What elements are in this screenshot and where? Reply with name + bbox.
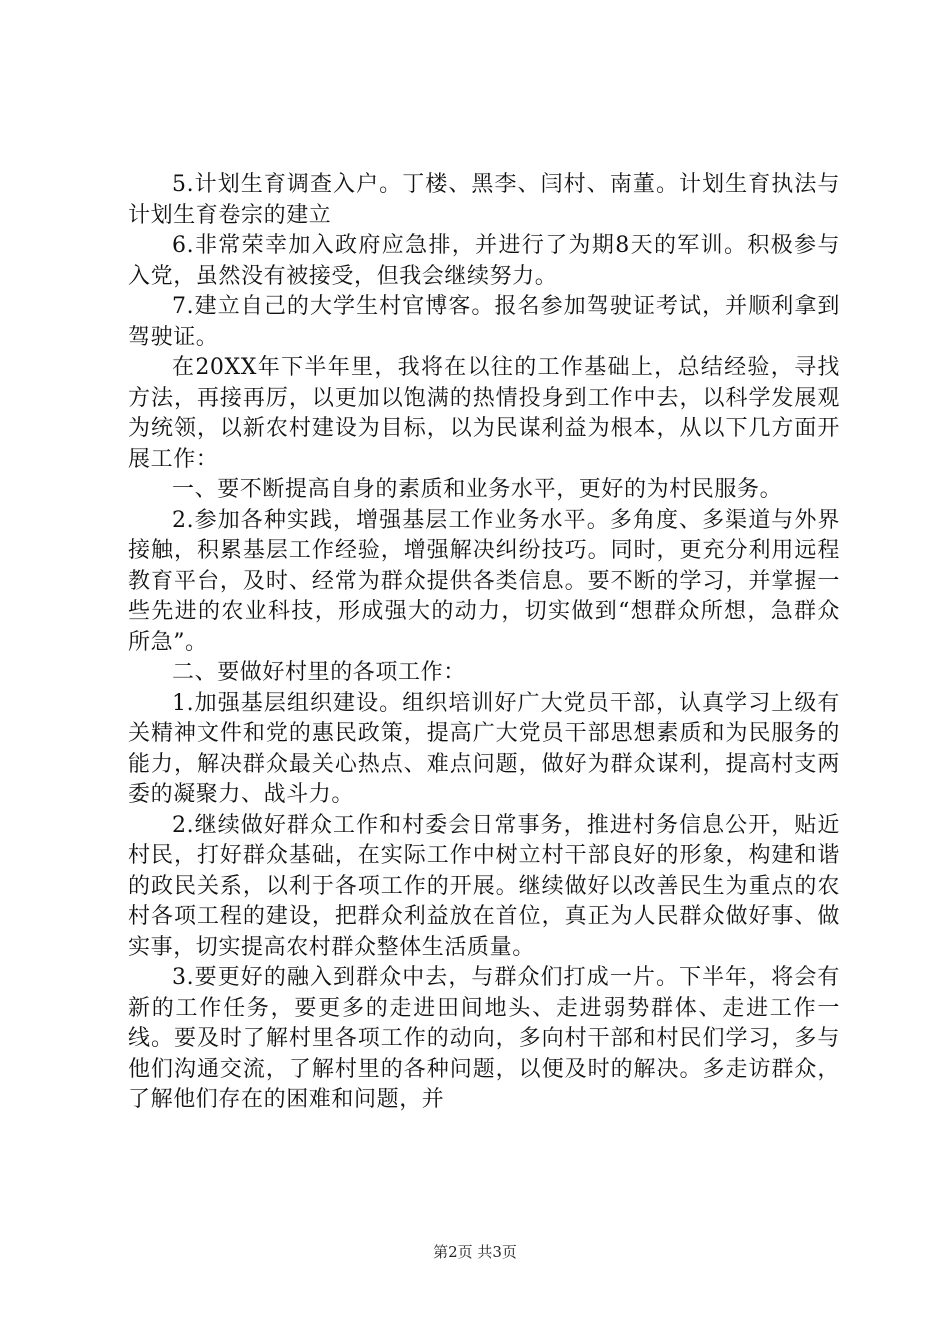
page-number-label: 第2页 共3页 (433, 1243, 517, 1261)
paragraph-section-two-item-3: 3.要更好的融入到群众中去，与群众们打成一片。下半年，将会有新的工作任务，要更多的走进田间地头、走进弱势群体、走进工作一线。要及时了解村里各项工作的动向，多向村干部和村民们学习，多与他们沟通交流，了解村里的各种问题，以便及时的解决。多走访群众，了解他们存在的困难和问题，并 (128, 965, 840, 1112)
page-footer (0, 1242, 950, 1262)
paragraph-section-two-heading: 二、要做好村里的各项工作： (172, 660, 466, 685)
paragraph-item-7: 7.建立自己的大学生村官博客。报名参加驾驶证考试，并顺利拿到驾驶证。 (128, 294, 840, 350)
paragraph-item-6: 6.非常荣幸加入政府应急排，并进行了为期8天的军训。积极参与入党，虽然没有被接受，但我会继续努力。 (128, 233, 840, 289)
paragraph-section-one-heading: 一、要不断提高自身的素质和业务水平，更好的为村民服务。 (172, 477, 783, 502)
paragraph-item-5: 5.计划生育调查入户。丁楼、黑李、闫村、南董。计划生育执法与计划生育卷宗的建立 (128, 172, 840, 228)
paragraph-plan-intro: 在20XX年下半年里，我将在以往的工作基础上，总结经验，寻找方法，再接再厉，以更加以饱满的热情投身到工作中去，以科学发展观为统领，以新农村建设为目标，以为民谋利益为根本，从以下几方面开展工作： (128, 355, 840, 472)
paragraph-section-two-item-2: 2.继续做好群众工作和村委会日常事务，推进村务信息公开，贴近村民，打好群众基础，在实际工作中树立村干部良好的形象，构建和谐的政民关系，以利于各项工作的开展。继续做好以改善民生为重点的农村各项工程的建设，把群众利益放在首位，真正为人民群众做好事、做实事，切实提高农村群众整体生活质量。 (128, 812, 840, 960)
paragraph-section-one-item-2: 2.参加各种实践，增强基层工作业务水平。多角度、多渠道与外界接触，积累基层工作经验，增强解决纠纷技巧。同时，更充分利用远程教育平台，及时、经常为群众提供各类信息。要不断的学习，并掌握一些先进的农业科技，形成强大的动力，切实做到“想群众所想，急群众所急”。 (128, 507, 840, 655)
paragraph-section-two-item-1: 1.加强基层组织建设。组织培训好广大党员干部，认真学习上级有关精神文件和党的惠民政策，提高广大党员干部思想素质和为民服务的能力，解决群众最关心热点、难点问题，做好为群众谋利，提高村支两委的凝聚力、战斗力。 (128, 690, 840, 807)
body-text (128, 170, 840, 1116)
